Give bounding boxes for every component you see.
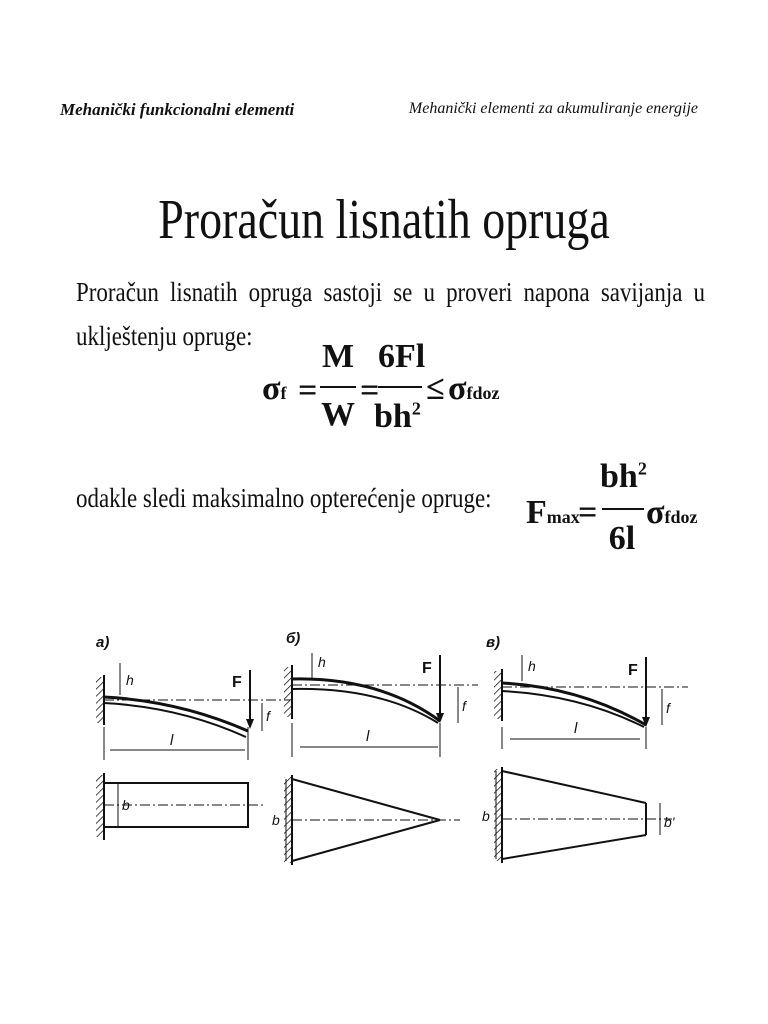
- thickness-label-c: h: [528, 658, 536, 674]
- sigma-allowed-subscript: fdoz: [466, 383, 500, 403]
- deflection-label-c: f: [666, 700, 670, 716]
- header-right: Mehanički elementi za akumuliranje energije: [408, 100, 698, 117]
- width-label-b: b: [272, 812, 280, 828]
- thickness-label-b: h: [318, 654, 326, 670]
- numerator-m: M: [321, 338, 355, 375]
- sigma-fdoz-symbol: σ: [646, 494, 665, 531]
- numerator-6fl: 6Fl: [378, 338, 426, 375]
- header-left: Mehanički funkcionalni elementi: [60, 100, 295, 119]
- equals-sign-3: =: [578, 494, 598, 531]
- paragraph1-line2: uklještenju opruge:: [76, 321, 253, 351]
- label-b: б): [286, 630, 301, 647]
- fraction-line-3: [602, 508, 644, 510]
- f-subscript: max: [546, 507, 580, 527]
- equals-sign-1: =: [298, 372, 318, 409]
- variant-a: [96, 634, 290, 840]
- width-label-c: b: [482, 808, 490, 824]
- label-a: a): [96, 634, 110, 651]
- width-label-a: b: [122, 797, 130, 813]
- sigma-allowed-symbol: σ: [448, 370, 467, 407]
- thickness-label-a: h: [126, 672, 134, 688]
- label-c: в): [486, 634, 501, 651]
- deflection-label-b: f: [462, 698, 466, 714]
- fraction-line-2: [378, 386, 422, 388]
- force-label-b: F: [422, 660, 432, 677]
- length-label-a: l: [170, 732, 174, 749]
- width-end-label-c: b': [664, 814, 675, 830]
- denominator-sup: 2: [411, 398, 421, 419]
- sigma-fdoz-subscript: fdoz: [664, 507, 698, 527]
- denominator-6l: 6l: [608, 520, 636, 557]
- sigma-subscript: f: [280, 383, 287, 403]
- length-label-c: l: [574, 720, 578, 737]
- leq-sign: ≤: [426, 370, 445, 407]
- page-title: Proračun lisnatih opruga: [158, 189, 610, 251]
- denominator-w: W: [321, 396, 355, 433]
- numerator-bh: bh: [600, 458, 638, 495]
- fraction-line-1: [320, 386, 356, 388]
- variant-c: [482, 634, 688, 863]
- numerator-sup: 2: [637, 458, 647, 479]
- paragraph2: odakle sledi maksimalno opterećenje opruge:: [76, 483, 492, 513]
- length-label-b: l: [366, 728, 370, 745]
- leaf-spring-figure: [0, 615, 768, 915]
- f-symbol: F: [526, 494, 547, 531]
- sigma-symbol: σ: [262, 370, 281, 407]
- variant-b: [272, 630, 478, 865]
- paragraph1-line1: Proračun lisnatih opruga sastoji se u proveri napona savijanja u: [76, 277, 705, 307]
- denominator-bh: bh: [374, 398, 412, 435]
- deflection-label-a: f: [266, 708, 270, 724]
- equals-sign-2: =: [360, 372, 380, 409]
- force-label-a: F: [232, 674, 242, 691]
- force-label-c: F: [628, 662, 638, 679]
